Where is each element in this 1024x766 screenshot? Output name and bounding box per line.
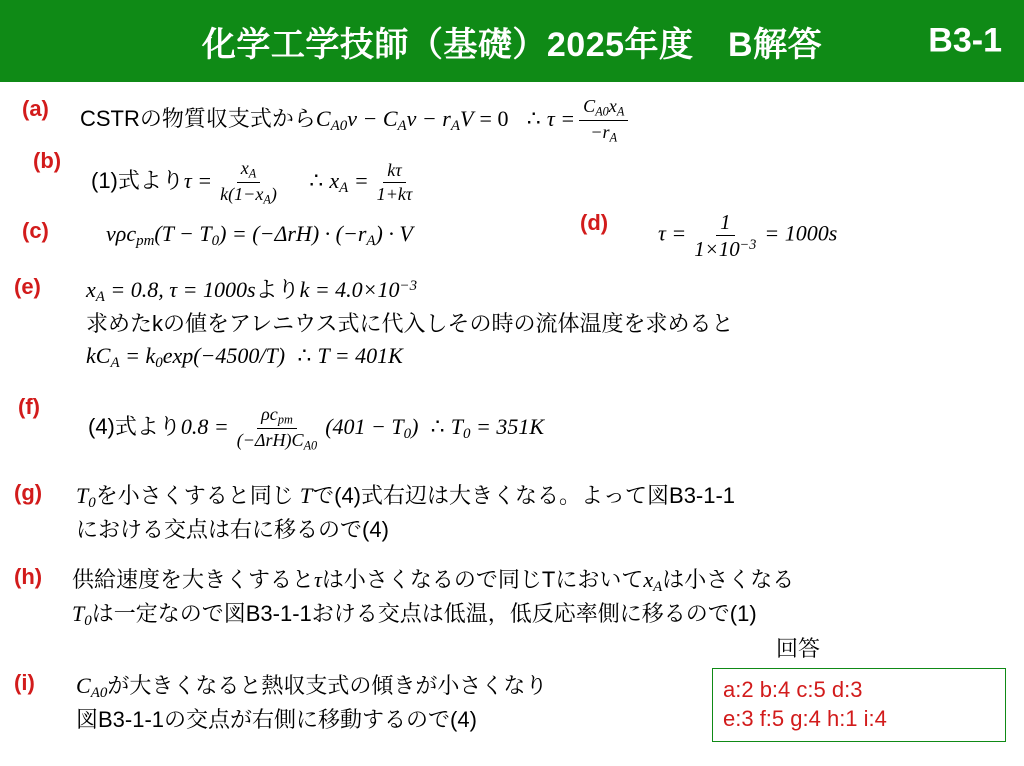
item-e-therefore: ∴ [297, 342, 312, 368]
item-i-tag: (i) [14, 670, 35, 695]
item-f-tag: (f) [18, 394, 40, 419]
item-e-line1: $x_A = 0.8$, τ = 1000sより$k = 4.0\times 10^{-3}$ [86, 277, 418, 306]
page-title: 化学工学技師（基礎）2025年度 B解答 [201, 25, 823, 64]
item-c [22, 218, 413, 252]
item-e-yori: より [255, 277, 300, 302]
item-c-tag: (c) [22, 218, 49, 243]
item-b-fraction-1: $\frac{x_A}{k(1-x_A)}$ [220, 158, 277, 206]
item-a-formula: $C_{A0}v - C_Av - r_AV$ [315, 105, 474, 135]
item-b-pre: (1)式より [91, 167, 184, 193]
item-a-therefore: ∴ [526, 105, 541, 131]
item-a-fraction: $\frac{C_{A0}x_A}{-r_A}$ [579, 96, 628, 144]
item-g-line2: における交点は右に移るので(4) [76, 517, 389, 543]
item-f-therefore: ∴ [430, 413, 445, 439]
answer-line-2: e:3 f:5 g:4 h:1 i:4 [723, 706, 887, 732]
item-a-content [80, 96, 632, 144]
item-g [14, 480, 735, 546]
item-a [22, 96, 632, 144]
item-h-line1: 供給速度を大きくするとτは小さくなるので同じTにおいて$x_A$は小さくなる [72, 567, 795, 596]
page-header [0, 0, 1024, 82]
item-d-content: τ = $\frac{1}{1\times 10^{-3}}$ = 1000s [658, 210, 838, 262]
item-i-content [72, 670, 547, 736]
answer-label: 回答 [776, 636, 821, 661]
item-e-tag: (e) [14, 274, 41, 299]
item-b-content [91, 148, 420, 206]
item-f-fraction: $\frac{\rho c_{pm}}{(-\Delta rH)C_{A0}}$ [236, 404, 318, 452]
item-b-therefore: ∴ [309, 167, 324, 193]
item-c-content: $v\rho c_{pm}(T - T_0) = (-\Delta rH) \cdot (-r_A) \cdot V$ [106, 221, 413, 250]
item-i-line2: 図B3-1-1の交点が右側に移動するので(4) [76, 707, 477, 733]
item-g-line1: $T_0$を小さくすると同じ Tで(4)式右辺は大きくなる。よって図B3-1-1 [76, 483, 736, 512]
item-f [18, 394, 544, 452]
item-b [33, 148, 420, 206]
item-g-l1a: を小さくすると同じ [95, 483, 294, 508]
item-b-tau: τ = [183, 167, 213, 193]
item-e-content [72, 274, 733, 374]
answer-line-1: a:2 b:4 c:5 d:3 [723, 677, 863, 702]
item-a-tau: τ = [546, 105, 576, 131]
item-i [14, 670, 547, 736]
item-i-l1b: が大きくなると熱収支式の傾きが小さくなり [107, 673, 548, 698]
item-f-pre: (4)式より [88, 413, 181, 439]
item-d-tag: (d) [580, 210, 609, 235]
item-h-tag: (h) [14, 564, 43, 589]
item-b-fraction-2: $\frac{k\tau}{1+k\tau}$ [376, 159, 413, 204]
item-b-xa: $x_A$ = [329, 167, 369, 197]
item-h [14, 564, 794, 633]
item-g-content [72, 480, 735, 546]
item-e-line2: 求めたkの値をアレニウス式に代入しその時の流体温度を求めると [86, 311, 734, 337]
problem-code: B3-1 [928, 21, 1002, 60]
item-g-l1b: で(4)式右辺は大きくなる。よって図B3-1-1 [312, 483, 736, 508]
item-a-zero: = 0 [479, 105, 509, 131]
item-h-l2b: は一定なので図B3-1-1おける交点は低温，低反応率側に移るので(1) [91, 601, 757, 627]
item-h-l1a: 供給速度を大きくすると [72, 567, 315, 592]
item-h-line2: $T_0$は一定なので図B3-1-1おける交点は低温，低反応率側に移るので(1) [72, 601, 757, 630]
item-a-tag: (a) [22, 96, 49, 121]
item-h-l1b: は小さくなるので同じTにおいて [321, 567, 644, 592]
item-g-tag: (g) [14, 480, 43, 505]
answer-box [712, 668, 1006, 742]
item-b-tag: (b) [33, 148, 62, 173]
item-h-content [72, 564, 794, 633]
item-d-fraction: $\frac{1}{1\times 10^{-3}}$ [694, 210, 757, 262]
item-e-line3: $kC_A = k_0\exp(-4500/T)$ ∴ T = 401K [86, 342, 403, 371]
item-h-l1c: は小さくなる [662, 567, 795, 592]
item-i-line1: $C_{A0}$が大きくなると熱収支式の傾きが小さくなり [76, 673, 548, 702]
item-e [14, 274, 733, 374]
item-a-text: CSTRの物質収支式から [80, 105, 316, 131]
item-f-content: (4)式より0.8 = $\frac{\rho c_{pm}}{(-\Delta rH)C_{A0}}$ $(401 - T_0)$ ∴ $T_0 = 351K$ [88, 404, 545, 452]
item-d [580, 210, 837, 261]
answer-body [0, 82, 1024, 766]
